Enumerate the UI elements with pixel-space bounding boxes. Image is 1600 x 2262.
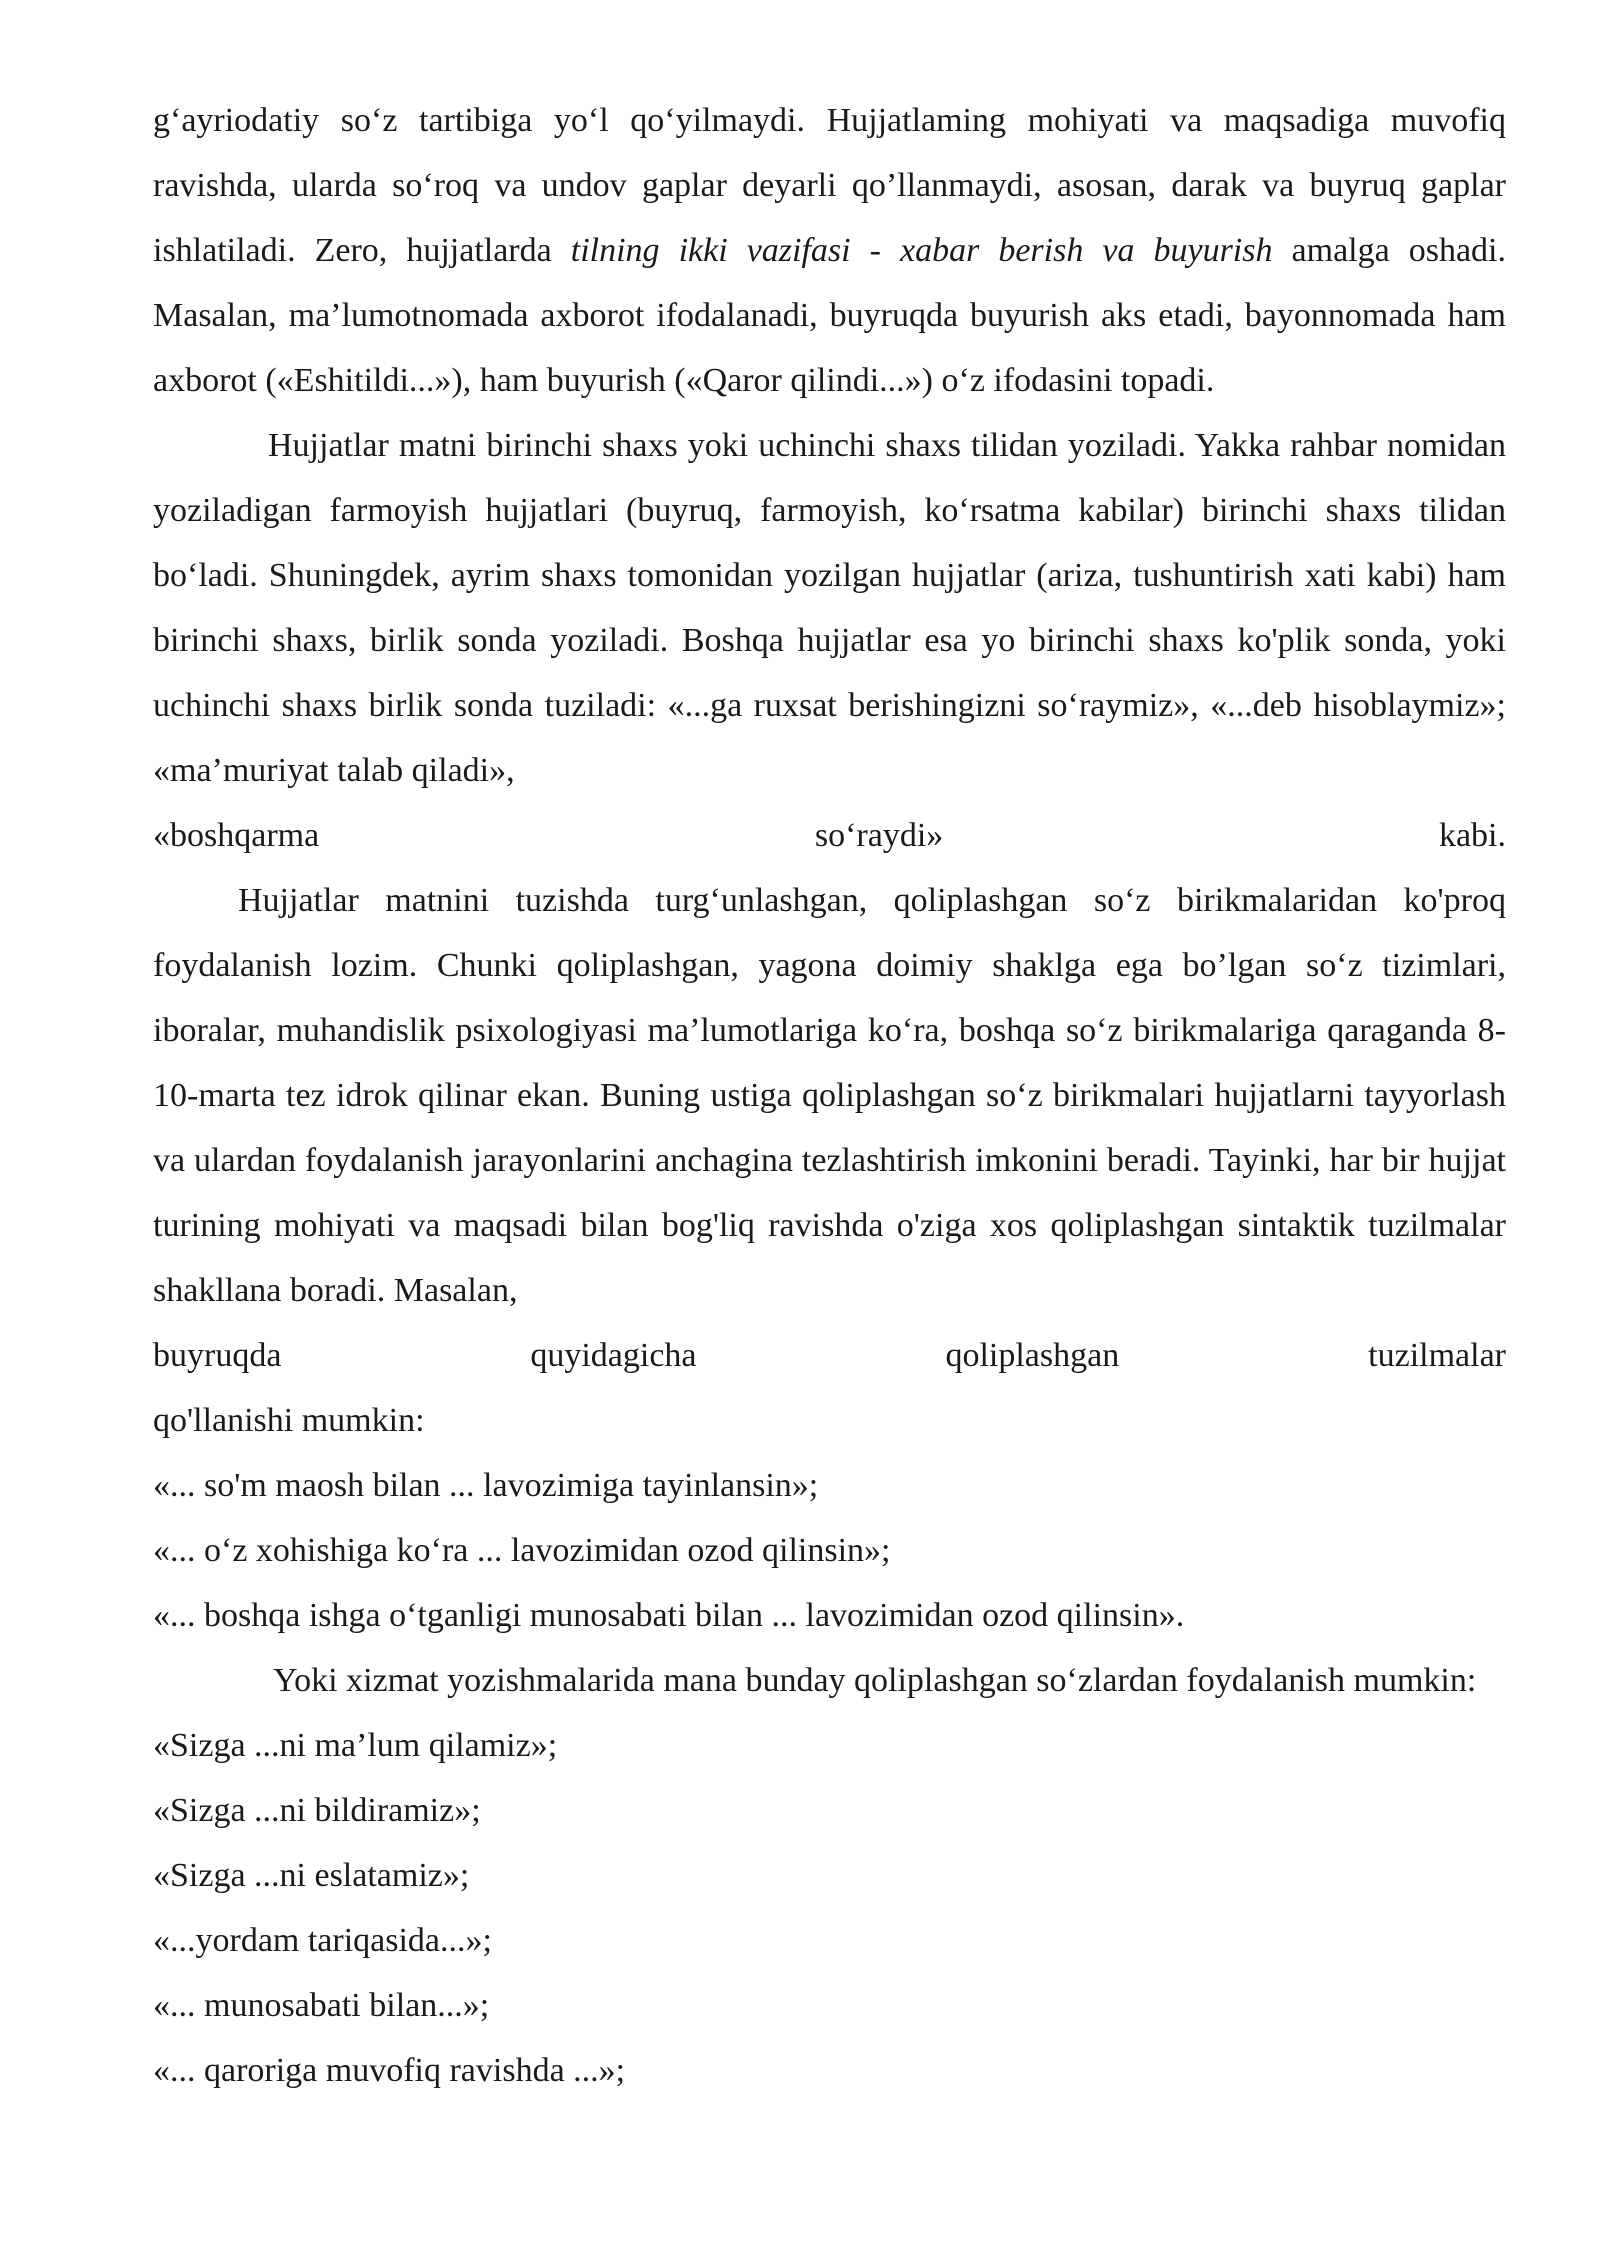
paragraph-3-word: quyidagicha: [530, 1337, 697, 1374]
document-page: [153, 88, 1506, 2103]
letter-example-item: «...yordam tariqasida...»;: [153, 1922, 492, 1959]
paragraph-1-italic-phrase: tilning ikki vazifasi - xabar berish va buyurish: [570, 232, 1273, 269]
paragraph-3-end-line: qo'llanishi mumkin:: [153, 1402, 425, 1439]
paragraph-1-text-end: amalga oshadi. Masalan, ma’lumotnomada axborot ifodalanadi, buyruqda buyurish aks etadi, bayonnomada ham axborot («Eshitildi...»), ham buyurish («Qaror qilindi...») o‘z ifodasini topadi.: [153, 232, 1507, 399]
paragraph-3-word: qoliplashgan: [945, 1337, 1120, 1374]
paragraph-4: Yoki xizmat yozishmalarida mana bunday qoliplashgan so‘zlardan foydalanish mumkin:: [273, 1662, 1477, 1699]
paragraph-2-word: «boshqarma: [153, 817, 320, 854]
paragraph-2-word: kabi.: [1438, 817, 1506, 854]
letter-example-item: «... munosabati bilan...»;: [153, 1987, 490, 2024]
letter-example-item: «... qaroriga muvofiq ravishda ...»;: [153, 2052, 626, 2089]
paragraph-1-text-start: g‘ayriodatiy so‘z tartibiga yo‘l qo‘yilmaydi. Hujjatlaming mohiyati va maqsadiga muvofiq ravishda, ularda so‘roq va undov gaplar deyarli qo’llanmaydi, asosan, darak va buyruq gaplar ishlatiladi. Zero, hujjatlarda: [153, 102, 1506, 269]
letter-example-item: «Sizga ...ni eslatamiz»;: [153, 1857, 470, 1894]
letter-example-item: «Sizga ...ni bildiramiz»;: [153, 1792, 481, 1829]
letter-examples-list: [153, 1713, 1506, 2103]
order-example-item: «... boshqa ishga o‘tganligi munosabati bilan ... lavozimidan ozod qilinsin».: [153, 1597, 1185, 1634]
letter-example-item: «Sizga ...ni ma’lum qilamiz»;: [153, 1727, 558, 1764]
order-example-item: «... so'm maosh bilan ... lavozimiga tayinlansin»;: [153, 1467, 819, 1504]
paragraph-3-spread-line: [153, 1323, 1506, 1388]
paragraph-2: Hujjatlar matni birinchi shaxs yoki uchinchi shaxs tilidan yoziladi. Yakka rahbar nomidan yoziladigan farmoyish hujjatlari (buyruq, farmoyish, ko‘rsatma kabilar) birinchi shaxs tilidan bo‘ladi. Shuningdek, ayrim shaxs tomonidan yozilgan hujjatlar (ariza, tushuntirish xati kabi) ham birinchi shaxs, birlik sonda yoziladi. Boshqa hujjatlar esa yo birinchi shaxs ko'plik sonda, yoki uchinchi shaxs birlik sonda tuziladi: «...ga ruxsat berishingizni so‘raymiz», «...deb hisoblaymiz»; «ma’muriyat talab qiladi»,: [153, 427, 1506, 789]
paragraph-3-word: tuzilmalar: [1368, 1337, 1506, 1374]
paragraph-2-last-line: [153, 803, 1506, 868]
order-examples-list: [153, 1453, 1506, 1648]
paragraph-3-word: buyruqda: [153, 1337, 282, 1374]
paragraph-3: Hujjatlar matnini tuzishda turg‘unlashgan, qoliplashgan so‘z birikmalaridan ko'proq foydalanish lozim. Chunki qoliplashgan, yagona doimiy shaklga ega bo’lgan so‘z tizimlari, iboralar, muhandislik psixologiyasi ma’lumotlariga ko‘ra, boshqa so‘z birikmalariga qaraganda 8-10-marta tez idrok qilinar ekan. Buning ustiga qoliplashgan so‘z birikmalari hujjatlarni tayyorlash va ulardan foydalanish jarayonlarini anchagina tezlashtirish imkonini beradi. Tayinki, har bir hujjat turining mohiyati va maqsadi bilan bog'liq ravishda o'ziga xos qoliplashgan sintaktik tuzilmalar shakllana boradi. Masalan,: [153, 882, 1506, 1309]
paragraph-2-word: so‘raydi»: [814, 817, 944, 854]
order-example-item: «... o‘z xohishiga ko‘ra ... lavozimidan ozod qilinsin»;: [153, 1532, 891, 1569]
paragraph-1: [153, 88, 1506, 413]
